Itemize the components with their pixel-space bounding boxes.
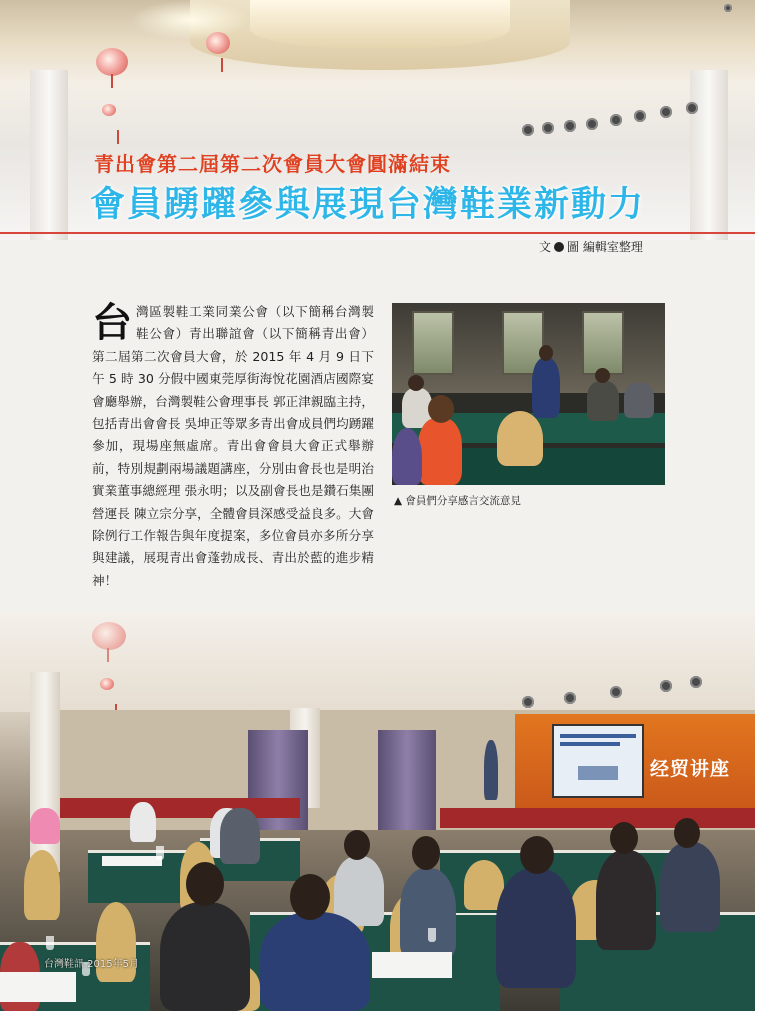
attendee <box>660 842 720 932</box>
photo-window <box>582 311 624 375</box>
banquet-chair <box>24 850 60 920</box>
lantern-icon <box>92 622 126 650</box>
attendee-head <box>290 874 330 920</box>
photo-person <box>532 358 560 418</box>
spotlight-icon <box>610 686 622 698</box>
byline <box>539 238 643 255</box>
attendee <box>400 868 456 958</box>
document <box>0 972 76 1002</box>
attendee-head <box>610 822 638 854</box>
meeting-discussion-photo <box>392 303 665 485</box>
photo-chair <box>497 411 543 466</box>
spotlight-icon <box>542 122 554 134</box>
ceiling-glow <box>130 0 250 40</box>
wine-glass-icon <box>428 928 436 942</box>
byline-credit: 圖 編輯室整理 <box>567 240 643 254</box>
lantern-icon <box>206 32 230 54</box>
title-rule <box>0 232 765 234</box>
attendee <box>220 808 260 864</box>
document <box>372 952 452 978</box>
lantern-icon <box>96 48 128 76</box>
spotlight-icon <box>724 4 732 12</box>
spotlight-icon <box>610 114 622 126</box>
attendee <box>260 912 370 1011</box>
spotlight-icon <box>634 110 646 122</box>
attendee-head <box>186 862 224 906</box>
pillar <box>690 70 728 240</box>
spotlight-icon <box>660 106 672 118</box>
wine-glass-icon <box>46 936 54 950</box>
spotlight-icon <box>564 120 576 132</box>
page-edge <box>755 0 765 1011</box>
photo-person <box>418 418 462 485</box>
attendee-head <box>520 836 554 874</box>
photo-chair <box>392 428 422 485</box>
photo-head <box>595 368 610 383</box>
attendee <box>130 802 156 842</box>
photo-person <box>587 381 619 421</box>
stage-skirt <box>60 798 300 818</box>
screen-text-line <box>560 742 620 746</box>
stage-banner-text: 经贸讲座 <box>650 758 731 780</box>
article-paragraph: 灣區製鞋工業同業公會（以下簡稱台灣製鞋公會）青出聯誼會（以下簡稱青出會）第二屆第二次會員大會，於 2015 年 4 月 9 日下午 5 時 30 分假中國東莞厚街海悅花園酒店國際宴會廳舉辦，台灣製鞋公會理事長 郭正津親臨主持，包括青出會會長 吳坤正等眾多青出會成員們均踴躍參加，現場座無虛席。青出會會員大會正式舉辦前，特別規劃兩場議題講座，分別由會長也是明治實業董事總經理 張永明；以及副會長也是鑽石集團營運長 陳立宗分享，全體會員深感受益良多。大會除例行工作報告與年度提案，多位會員亦多所分享與建議，展現青出會蓬勃成長、青出於藍的進步精神！ <box>92 304 374 588</box>
screen-text-line <box>560 734 636 738</box>
spotlight-icon <box>564 692 576 704</box>
article-body <box>92 301 374 592</box>
photo-head <box>428 395 454 423</box>
attendee <box>596 850 656 950</box>
bullet-dot-icon <box>554 242 564 252</box>
speaker <box>484 740 498 800</box>
attendee-head <box>674 818 700 848</box>
hall-curtain <box>378 730 436 830</box>
byline-text: 文 <box>539 240 552 254</box>
spotlight-icon <box>522 696 534 708</box>
page-footer: 台灣鞋訊 2015年5月 <box>44 959 139 970</box>
wine-glass-icon <box>156 846 164 860</box>
photo-head <box>408 375 424 391</box>
attendee <box>496 868 576 988</box>
pillar <box>30 70 68 240</box>
lantern-icon <box>102 104 116 116</box>
conference-hall-photo <box>0 612 755 1011</box>
screen-image <box>578 766 618 780</box>
attendee-head <box>412 836 440 870</box>
photo-head <box>539 345 553 361</box>
drop-cap: 台 <box>92 299 132 346</box>
ceiling-light <box>250 0 510 48</box>
attendee <box>30 808 60 844</box>
spotlight-icon <box>522 124 534 136</box>
photo-window <box>412 311 454 375</box>
spotlight-icon <box>660 680 672 692</box>
spotlight-icon <box>686 102 698 114</box>
document <box>102 856 162 866</box>
banquet-chair <box>96 902 136 982</box>
projector-screen <box>552 724 644 798</box>
attendee-head <box>344 830 370 860</box>
photo-person <box>624 383 654 418</box>
spotlight-icon <box>586 118 598 130</box>
lantern-icon <box>100 678 114 690</box>
spotlight-icon <box>690 676 702 688</box>
stage-skirt <box>440 808 755 828</box>
article-subhead: 青出會第二屆第二次會員大會圓滿結束 <box>94 152 451 176</box>
photo-caption: ▲ 會員們分享感言交流意見 <box>394 495 521 507</box>
article-headline: 會員踴躍參與展現台灣鞋業新動力 <box>90 185 646 225</box>
attendee <box>160 902 250 1011</box>
